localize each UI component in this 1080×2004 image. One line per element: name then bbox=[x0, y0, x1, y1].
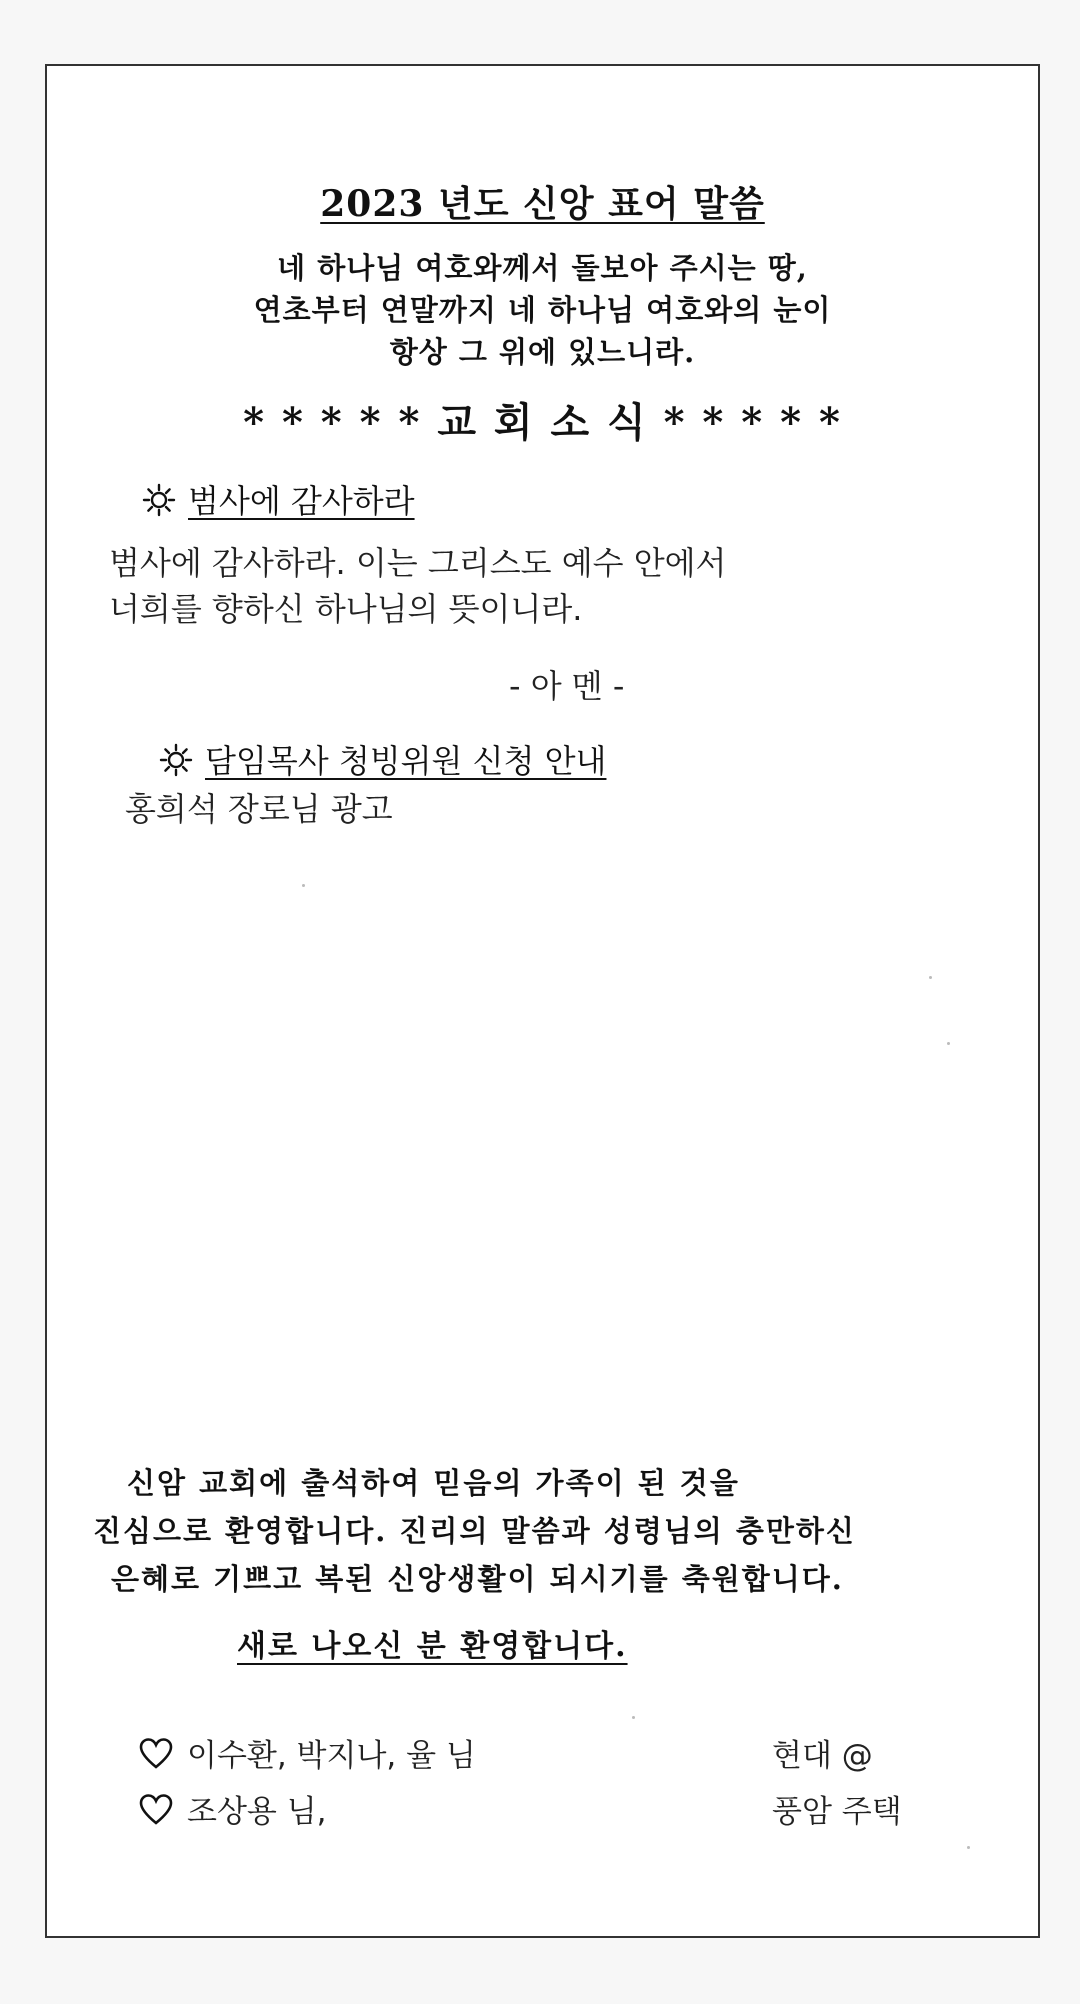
section-committee-body: 홍희석 장로님 광고 bbox=[125, 790, 393, 828]
section-thanks-line-2: 너희를 향하신 하나님의 뜻이니라. bbox=[109, 590, 583, 628]
bulletin-title bbox=[47, 176, 1038, 227]
member-row bbox=[139, 1786, 327, 1831]
welcome-line-1: 신암 교회에 출석하여 믿음의 가족이 된 것을 bbox=[127, 1466, 740, 1500]
heart-icon bbox=[139, 1737, 173, 1771]
section-thanks-heading bbox=[142, 476, 415, 522]
welcome-line-3: 은혜로 기쁘고 복된 신앙생활이 되시기를 축원합니다. bbox=[111, 1562, 844, 1596]
welcome-line-2: 진심으로 환영합니다. 진리의 말씀과 성령님의 충만하신 bbox=[93, 1514, 856, 1548]
verse-line-1: 네 하나님 여호와께서 돌보아 주시는 땅, bbox=[277, 251, 808, 285]
heart-icon bbox=[139, 1793, 173, 1827]
scan-speck bbox=[632, 1716, 635, 1719]
verse-line-3: 항상 그 위에 있느니라. bbox=[389, 335, 696, 369]
scan-speck bbox=[947, 1042, 950, 1045]
member-row bbox=[139, 1730, 476, 1775]
welcome-newcomers-title: 새로 나오신 분 환영합니다. bbox=[237, 1629, 628, 1664]
bulletin-frame bbox=[45, 64, 1040, 1938]
scan-speck bbox=[967, 1846, 970, 1849]
bulletin-title-text: 2023 년도 신앙 표어 말씀 bbox=[320, 183, 765, 225]
scan-speck bbox=[929, 976, 932, 979]
member-names: 조상용 님, bbox=[187, 1794, 327, 1830]
sun-icon bbox=[142, 483, 176, 517]
scan-speck bbox=[302, 884, 305, 887]
section-committee-heading bbox=[159, 736, 606, 782]
section-thanks-title: 범사에 감사하라 bbox=[188, 482, 415, 520]
section-committee-title: 담임목사 청빙위원 신청 안내 bbox=[205, 742, 607, 780]
amen-text: - 아 멘 - bbox=[509, 667, 625, 705]
church-news-header: * * * * * 교 회 소 식 * * * * * bbox=[243, 399, 842, 446]
sun-icon bbox=[159, 743, 193, 777]
verse-line-2: 연초부터 연말까지 네 하나님 여호와의 눈이 bbox=[253, 293, 832, 327]
member-names: 이수환, 박지나, 율 님 bbox=[187, 1738, 476, 1774]
member-place: 현대 @ bbox=[772, 1738, 873, 1774]
section-thanks-line-1: 범사에 감사하라. 이는 그리스도 예수 안에서 bbox=[109, 544, 727, 582]
member-place: 풍암 주택 bbox=[772, 1794, 902, 1830]
